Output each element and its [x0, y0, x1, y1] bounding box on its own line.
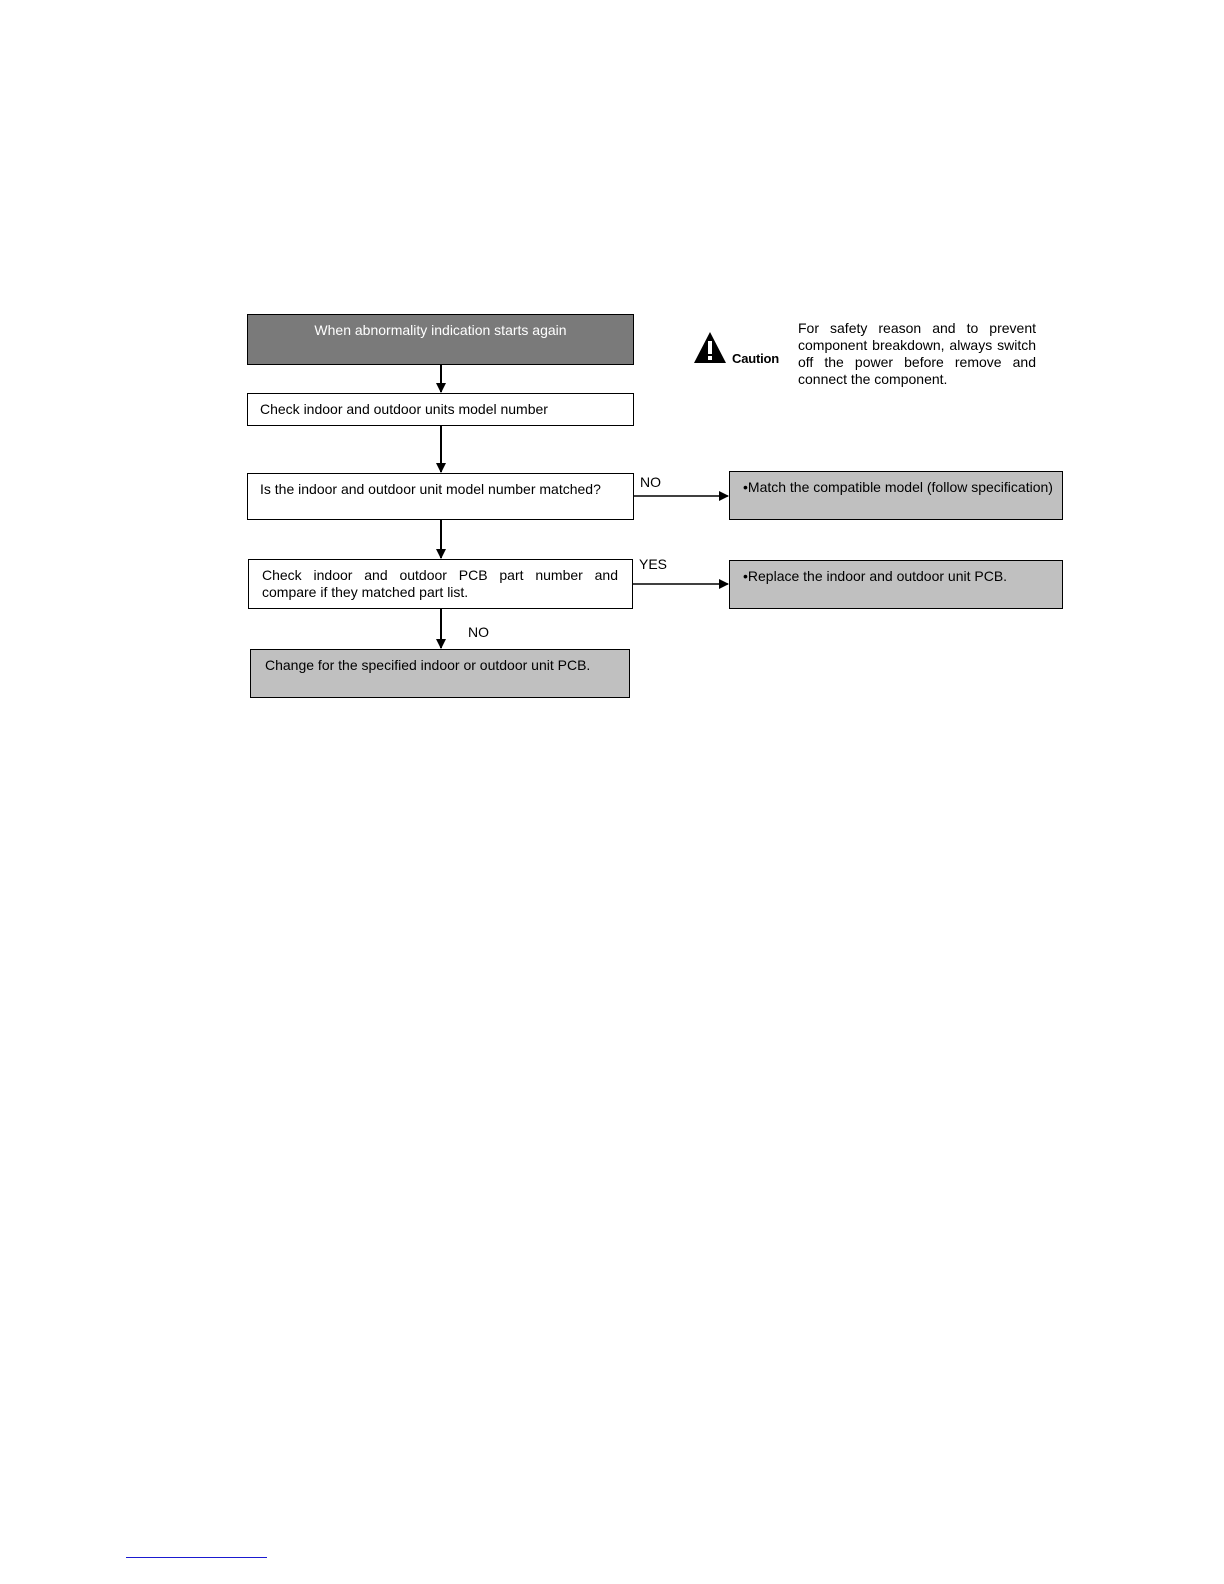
check-pcb-text: Check indoor and outdoor PCB part number and compare if they matched part list. [262, 567, 618, 600]
replace-pcb-action-text: •Replace the indoor and outdoor unit PCB. [743, 568, 1008, 584]
edge-label-no-pcb: NO [468, 624, 489, 640]
edge-label-no-model: NO [640, 474, 661, 490]
caution-text: For safety reason and to prevent component breakdown, always switch off the power before remove and connect the component. [798, 320, 1036, 387]
warning-triangle-icon [692, 330, 728, 366]
footer-rule [126, 1557, 267, 1558]
match-model-action-text: •Match the compatible model (follow specification) [743, 479, 1053, 495]
model-match-question-text: Is the indoor and outdoor unit model number matched? [260, 481, 601, 497]
check-model-text: Check indoor and outdoor units model number [260, 401, 548, 417]
change-pcb-action-text: Change for the specified indoor or outdoor unit PCB. [265, 657, 591, 673]
caution-label: Caution [732, 351, 779, 366]
caution-badge [692, 330, 784, 370]
edge-label-yes-pcb: YES [639, 556, 668, 572]
start-node-text: When abnormality indication starts again [314, 322, 567, 338]
